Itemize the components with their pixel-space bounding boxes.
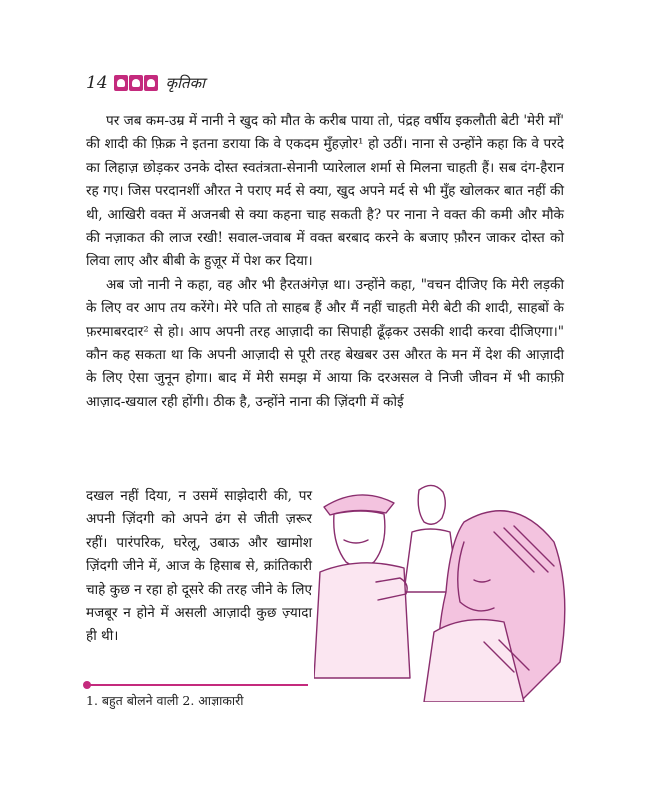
page-header [86,70,205,96]
footnote: 1. बहुत बोलने वाली 2. आज्ञाकारी [86,693,244,708]
paragraph-1: पर जब कम-उम्र में नानी ने खुद को मौत के करीब पाया तो, पंद्रह वर्षीय इकलौती बेटी 'मेरी माँ' की शादी की फ़िक्र ने इतना डराया कि वे एकदम मुँहज़ोर¹ हो उठीं। नाना से उन्होंने कहा कि वे परदे का लिहाज़ छोड़कर उनके दोस्त स्वतंत्रता-सेनानी प्यारेलाल शर्मा से मिलना चाहती हैं। सब दंग-हैरान रह गए। जिस परदानशीं औरत ने पराए मर्द से क्या, खुद अपने मर्द से भी मुँह खोलकर बात नहीं की थी, आखिरी वक्त में अजनबी से क्या कहना चाह सकती है? पर नाना ने वक्त की कमी और मौके की नज़ाकत की लाज रखी! सवाल-जवाब में वक्त बरबाद करने के बजाए फ़ौरन जाकर दोस्त को लिवा लाए और बीबी के हुज़ूर में पेश कर दिया। [86,113,564,270]
book-title: कृतिका [165,74,206,92]
paragraph-2: अब जो नानी ने कहा, वह और भी हैरतअंगेज़ था। उन्होंने कहा, "वचन दीजिए कि मेरी लड़की के लिए वर आप तय करेंगे। मेरे पति तो साहब हैं और मैं नहीं चाहती मेरी बेटी की शादी, साहबों के फ़रमाबरदार² से हो। आप अपनी तरह आज़ादी का सिपाही ढूँढ़कर उसकी शादी करवा दीजिएगा।" कौन कह सकता था कि अपनी आज़ादी से पूरी तरह बेखबर उस औरत के मन में देश की आज़ादी के लिए ऐसा जुनून होगा। बाद में मेरी समझ में आया कि दरअसल वे निजी जीवन में भी काफ़ी आज़ाद-खयाल रही होंगी। ठीक है, उन्होंने नाना की ज़िंदगी में कोई [86,276,564,410]
page-number: 14 [86,73,108,93]
main-text [86,110,564,414]
decorative-border-icon [114,75,158,91]
paragraph-3: दखल नहीं दिया, न उसमें साझेदारी की, पर अपनी ज़िंदगी को अपने ढंग से जीती ज़रूर रहीं। पारंपरिक, घरेलू, उबाऊ और खामोश ज़िंदगी जीने में, आज के हिसाब से, क्रांतिकारी चाहे कुछ न रहा हो दूसरे की तरह जीने के लिए मजबूर न होने में असली आज़ादी कुछ ज़्यादा ही थी। [86,488,312,645]
wrapped-text [86,485,312,649]
footnote-divider-dot [83,681,91,689]
man-with-cap [324,495,394,515]
background-man [418,485,445,524]
footnote-divider [86,684,308,686]
illustration [314,462,572,702]
